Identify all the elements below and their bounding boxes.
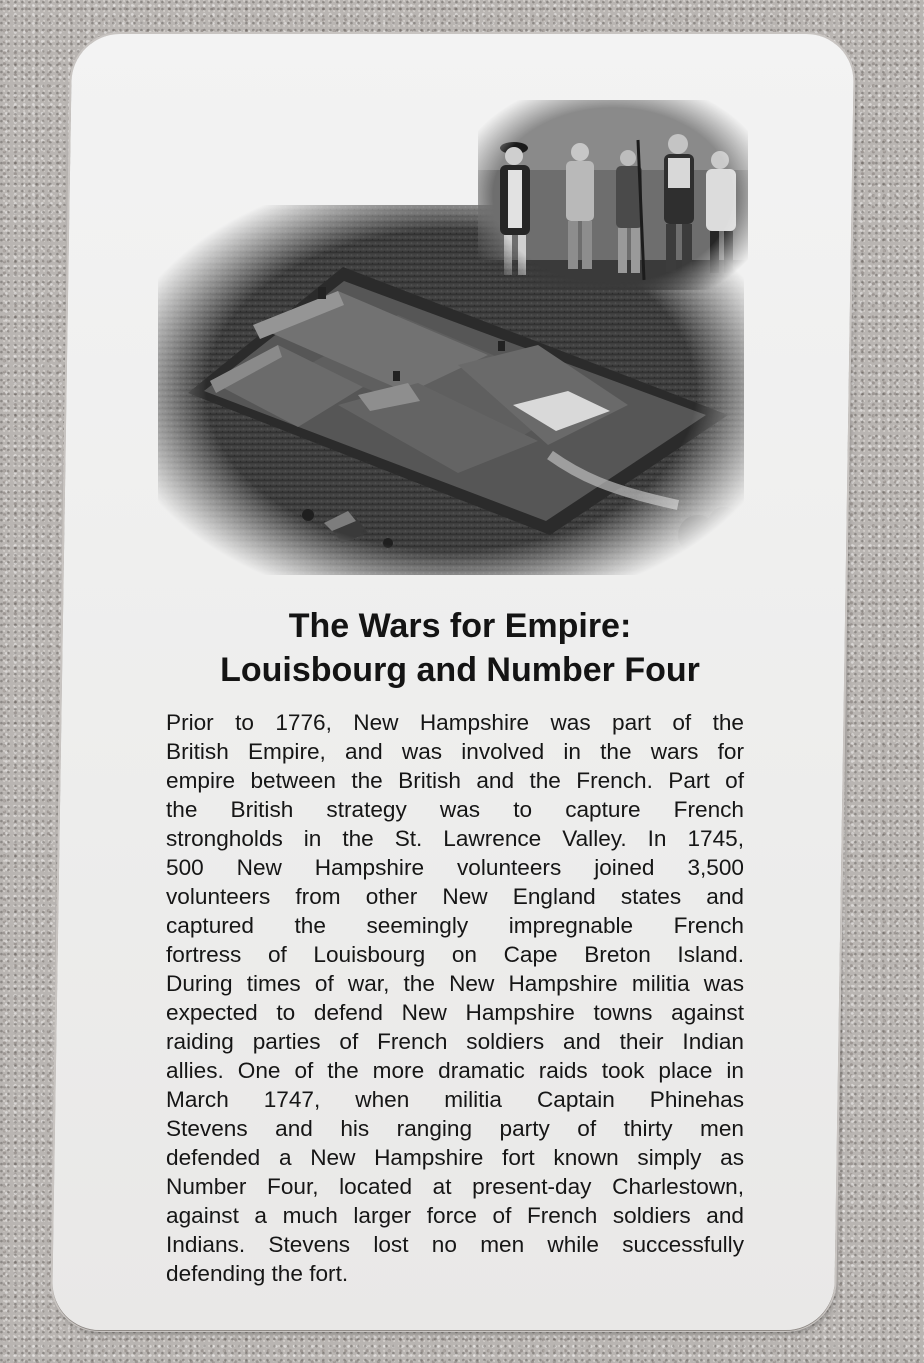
- body-line: British Empire, and was involved in the wars for: [166, 739, 744, 764]
- body-line: volunteers from other New England states and: [166, 884, 744, 909]
- body-line: March 1747, when militia Captain Phinehas: [166, 1087, 744, 1112]
- body-line: strongholds in the St. Lawrence Valley. In 1745,: [166, 826, 744, 851]
- body-line: Prior to 1776, New Hampshire was part of the: [166, 710, 744, 735]
- body-line: Indians. Stevens lost no men while successfully: [166, 1232, 744, 1257]
- body-text: [166, 708, 744, 1288]
- body-line: expected to defend New Hampshire towns against: [166, 1000, 744, 1025]
- body-line: Stevens and his ranging party of thirty men: [166, 1116, 744, 1141]
- body-line: captured the seemingly impregnable French: [166, 913, 744, 938]
- reenactors-photo: [478, 100, 748, 290]
- body-line: 500 New Hampshire volunteers joined 3,500: [166, 855, 744, 880]
- title-line-2: Louisbourg and Number Four: [220, 651, 700, 689]
- body-line: allies. One of the more dramatic raids took place in: [166, 1058, 744, 1083]
- body-line: During times of war, the New Hampshire militia was: [166, 971, 744, 996]
- body-line: against a much larger force of French soldiers and: [166, 1203, 744, 1228]
- body-line: the British strategy was to capture French: [166, 797, 744, 822]
- body-line: raiding parties of French soldiers and their Indian: [166, 1029, 744, 1054]
- body-line: defended a New Hampshire fort known simply as: [166, 1145, 744, 1170]
- body-line: empire between the British and the French. Part of: [166, 768, 744, 793]
- title-line-1: The Wars for Empire:: [288, 607, 632, 645]
- body-line: fortress of Louisbourg on Cape Breton Island.: [166, 942, 744, 967]
- body-line: Number Four, located at present-day Charlestown,: [166, 1174, 744, 1199]
- body-line: defending the fort.: [166, 1261, 349, 1286]
